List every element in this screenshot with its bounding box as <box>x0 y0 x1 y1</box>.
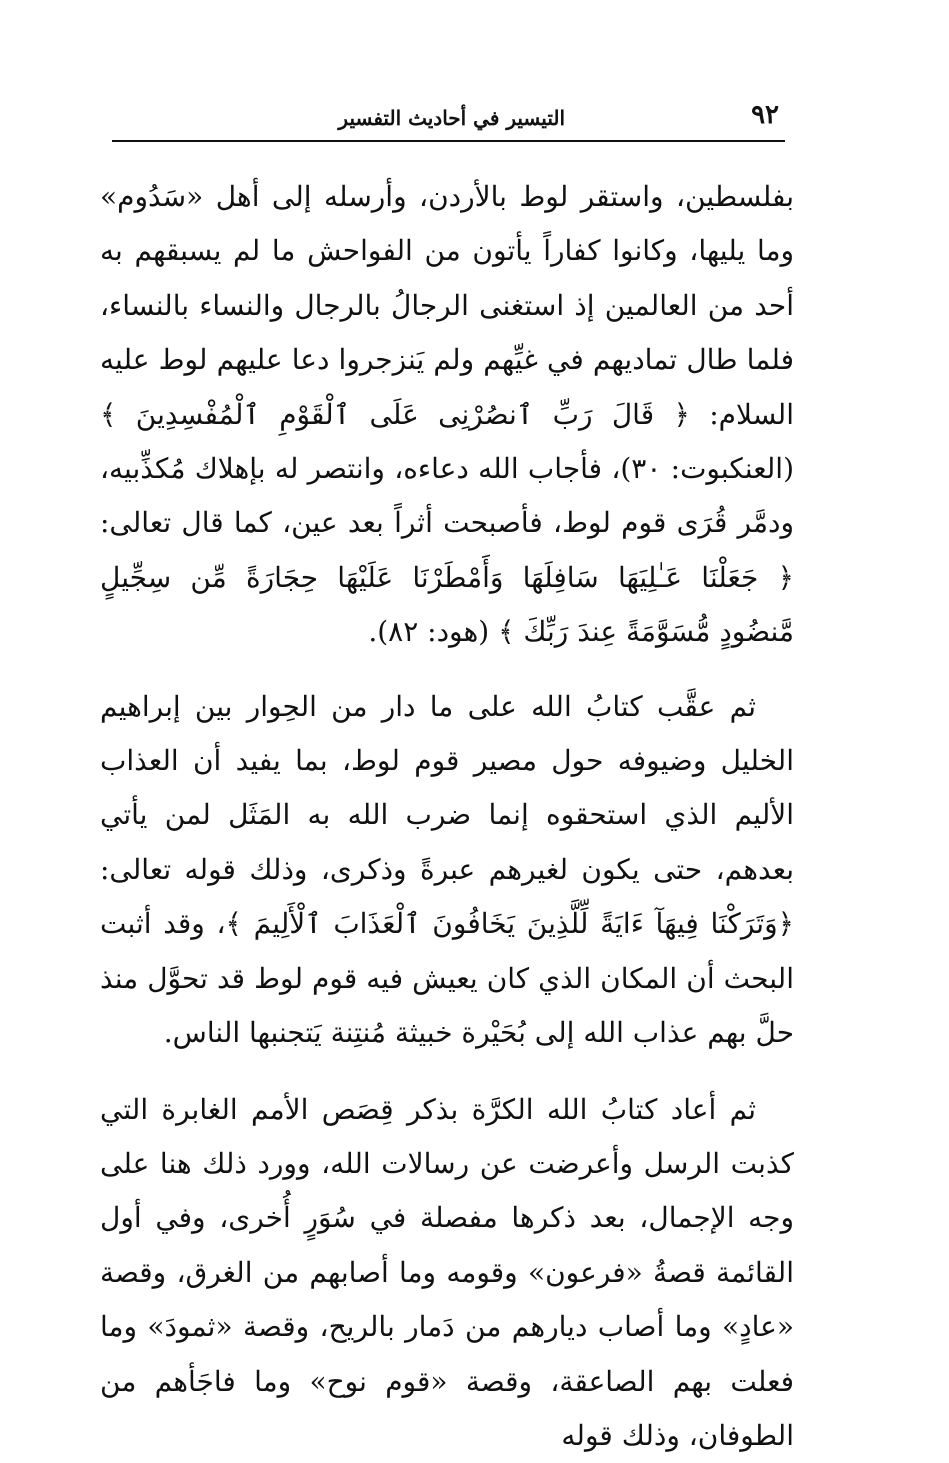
page-number: ٩٢ <box>751 100 779 130</box>
header-rule <box>112 140 785 142</box>
paragraph: ثم أعاد كتابُ الله الكرَّة بذكر قِصَص الأمم الغابرة التي كذبت الرسل وأعرضت عن رسالات الله، وورد ذلك هنا على وجه الإجمال، بعد ذكرها مفصلة في سُوَرٍ أُخرى، وفي أول القائمة قصةُ «فرعون» وقومه وما أصابهم من الغرق، وقصة «عادٍ» وما أصاب ديارهم من دَمار بالريح، وقصة «ثمودَ» وما فعلت بهم الصاعقة، وقصة «قوم نوح» وما فاجَأهم من الطوفان، وذلك قوله <box>100 1083 794 1463</box>
page-body <box>100 170 794 1463</box>
page-header <box>112 98 785 142</box>
running-title: التيسير في أحاديث التفسير <box>338 106 565 130</box>
paragraph: ثم عقَّب كتابُ الله على ما دار من الحِوار بين إبراهيم الخليل وضيوفه حول مصير قوم لوط، بما يفيد أن العذاب الأليم الذي استحقوه إنما ضرب الله به المَثَل لمن يأتي بعدهم، حتى يكون لغيرهم عبرةً وذكرى، وذلك قوله تعالى: ﴿وَتَرَكْنَا فِيهَآ ءَايَةً لِّلَّذِينَ يَخَافُونَ ٱلْعَذَابَ ٱلْأَلِيمَ ﴾، وقد أثبت البحث أن المكان الذي كان يعيش فيه قوم لوط قد تحوَّل منذ حلَّ بهم عذاب الله إلى بُحَيْرة خبيثة مُنتِنة يَتجنبها الناس. <box>100 680 794 1061</box>
paragraph: بفلسطين، واستقر لوط بالأردن، وأرسله إلى أهل «سَدُوم» وما يليها، وكانوا كفاراً يأتون من الفواحش ما لم يسبقهم به أحد من العالمين إذ استغنى الرجالُ بالرجال والنساء بالنساء، فلما طال تماديهم في غيِّهم ولم يَنزجروا دعا عليهم لوط عليه السلام: ﴿ قَالَ رَبِّ ٱنصُرْنِى عَلَى ٱلْقَوْمِ ٱلْمُفْسِدِينَ ﴾ (العنكبوت: ٣٠)، فأجاب الله دعاءه، وانتصر له بإهلاك مُكذِّبيه، ودمَّر قُرَى قوم لوط، فأصبحت أثراً بعد عين، كما قال تعالى: ﴿ جَعَلْنَا عَـٰلِيَهَا سَافِلَهَا وَأَمْطَرْنَا عَلَيْهَا حِجَارَةً مِّن سِجِّيلٍ مَّنضُودٍ مُّسَوَّمَةً عِندَ رَبِّكَ ﴾ (هود: ٨٢). <box>100 170 794 660</box>
